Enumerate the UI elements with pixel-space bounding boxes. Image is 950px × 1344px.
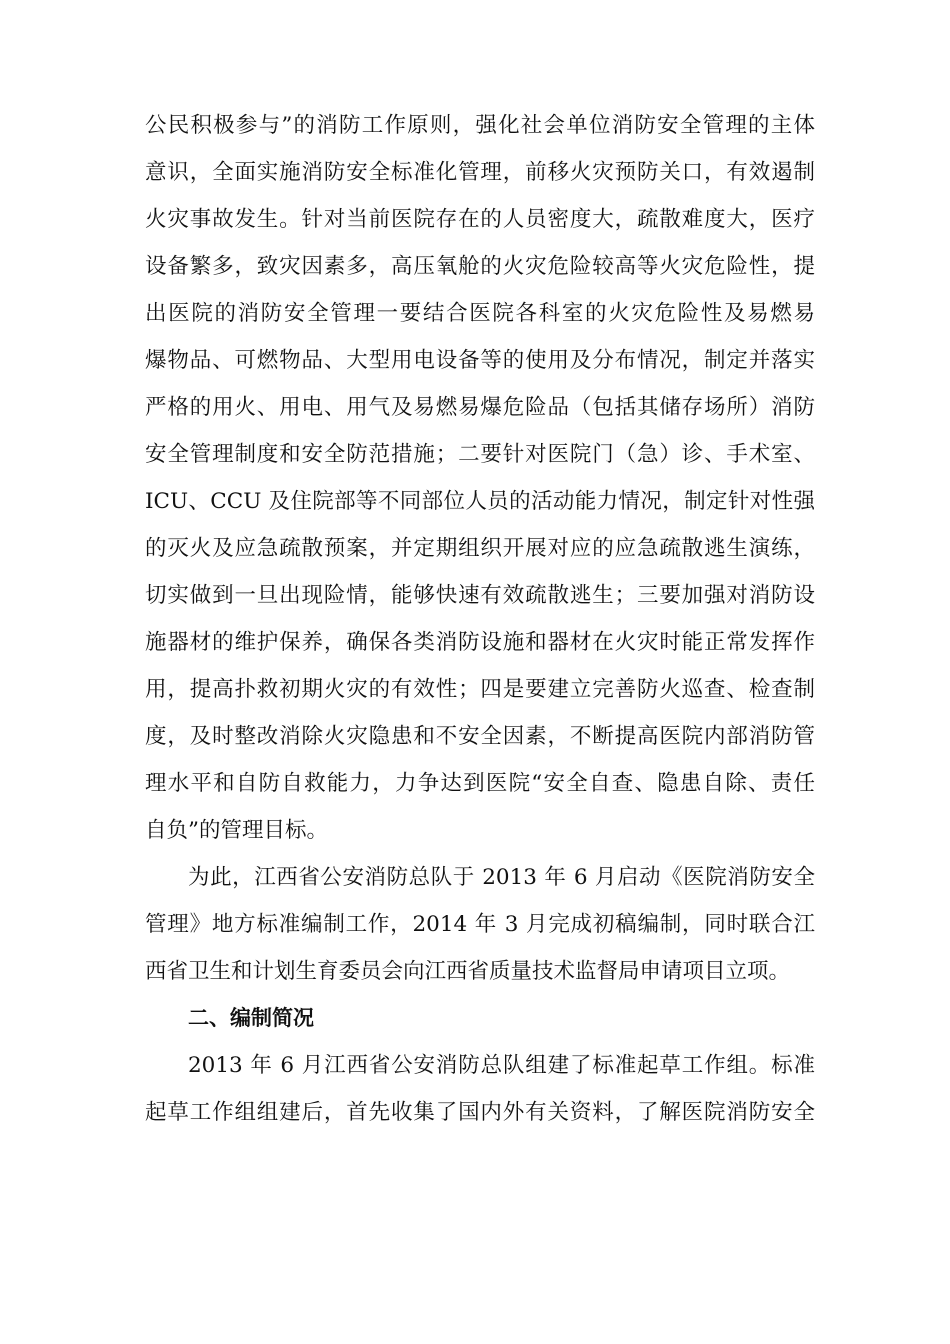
text-line: 意识，全面实施消防安全标准化管理，前移火灾预防关口，有效遏制 <box>145 160 815 185</box>
text-line: 理水平和自防自救能力，力争达到医院“安全自查、隐患自除、责任 <box>145 771 815 796</box>
text-line: 度，及时整改消除火灾隐患和不安全因素，不断提高医院内部消防管 <box>145 724 815 749</box>
text-line: ICU、CCU 及住院部等不同部位人员的活动能力情况，制定针对性强 <box>145 489 815 514</box>
text-line: 设备繁多，致灾因素多，高压氧舱的火灾危险较高等火灾危险性，提 <box>145 254 815 279</box>
document-body <box>145 102 815 1136</box>
text-line: 为此，江西省公安消防总队于 2013 年 6 月启动《医院消防安全 <box>188 865 815 890</box>
text-line: 2013 年 6 月江西省公安消防总队组建了标准起草工作组。标准 <box>188 1053 815 1078</box>
text-line: 起草工作组组建后，首先收集了国内外有关资料，了解医院消防安全 <box>145 1100 815 1125</box>
text-line: 用，提高扑救初期火灾的有效性；四是要建立完善防火巡查、检查制 <box>145 677 815 702</box>
paragraph-drafting-overview <box>145 1042 815 1136</box>
text-line: 火灾事故发生。针对当前医院存在的人员密度大，疏散难度大，医疗 <box>145 207 815 232</box>
text-line: 爆物品、可燃物品、大型用电设备等的使用及分布情况，制定并落实 <box>145 348 815 373</box>
text-line: 自负”的管理目标。 <box>145 818 328 843</box>
paragraph-standard-initiation <box>145 854 815 995</box>
text-line: 切实做到一旦出现险情，能够快速有效疏散逃生；三要加强对消防设 <box>145 583 815 608</box>
text-line: 严格的用火、用电、用气及易燃易爆危险品（包括其储存场所）消防 <box>145 395 815 420</box>
text-line: 管理》地方标准编制工作，2014 年 3 月完成初稿编制，同时联合江 <box>145 912 815 937</box>
text-line: 施器材的维护保养，确保各类消防设施和器材在火灾时能正常发挥作 <box>145 630 815 655</box>
text-line: 的灭火及应急疏散预案，并定期组织开展对应的应急疏散逃生演练， <box>145 536 815 561</box>
text-line: 安全管理制度和安全防范措施；二要针对医院门（急）诊、手术室、 <box>145 442 815 467</box>
text-line: 出医院的消防安全管理一要结合医院各科室的火灾危险性及易燃易 <box>145 301 815 326</box>
paragraph-fire-safety-principles <box>145 102 815 854</box>
text-line: 西省卫生和计划生育委员会向江西省质量技术监督局申请项目立项。 <box>145 959 791 984</box>
text-line: 公民积极参与”的消防工作原则，强化社会单位消防安全管理的主体 <box>145 113 815 138</box>
section-heading: 二、编制简况 <box>188 1006 314 1030</box>
